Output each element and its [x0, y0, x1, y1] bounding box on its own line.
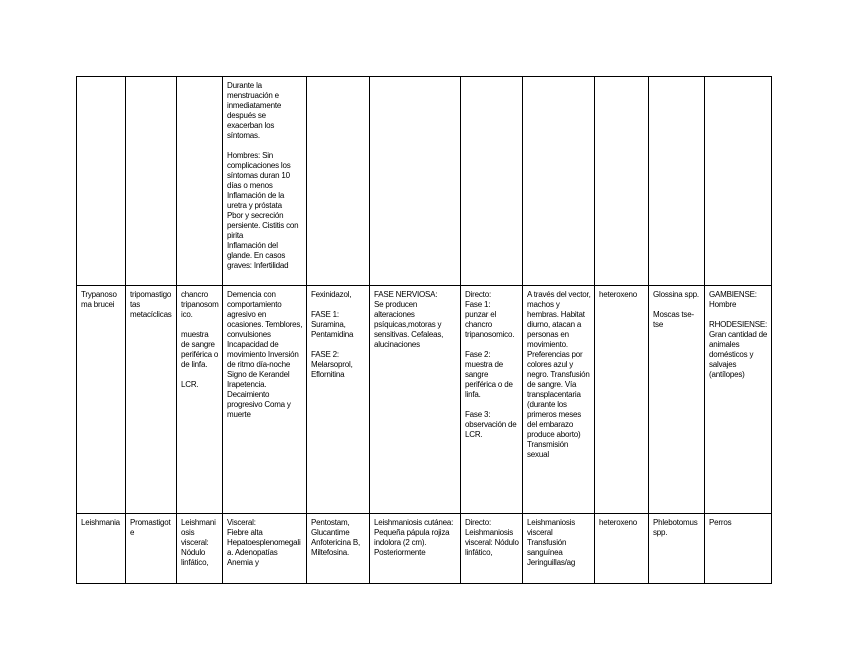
table-cell [523, 77, 595, 286]
table-cell: Durante la menstruación e inmediatamente después se exacerban los síntomas. Hombres: Sin complicaciones los síntomas duran 10 días o menos Inflamación de la uretra y próstata Pbor y secreción persiente. Cistitis con pirita Inflamación del glande. En casos graves: Infertilidad [223, 77, 307, 286]
table-cell: heteroxeno [595, 514, 649, 584]
table-cell: tripomastigotas metacíclicas [126, 286, 177, 514]
table-cell: Promastigote [126, 514, 177, 584]
table-cell [705, 77, 772, 286]
table-cell [461, 77, 523, 286]
table-cell [307, 77, 370, 286]
table-cell: A través del vector, machos y hembras. Habitat diurno, atacan a personas en movimiento. Preferencias por colores azul y negro. Transfusión de sangre. Vía transplacentaria (durante los primeros meses del embarazo produce aborto) Transmisión sexual [523, 286, 595, 514]
parasite-table [76, 76, 772, 584]
table-cell: Directo: Fase 1: punzar el chancro tripanosomico. Fase 2: muestra de sangre periférica o de linfa. Fase 3: observación de LCR. [461, 286, 523, 514]
table-row [77, 514, 772, 584]
table-cell: Fexinidazol, FASE 1: Suramina, Pentamidina FASE 2: Melarsoprol, Eflornitina [307, 286, 370, 514]
table-cell [649, 77, 705, 286]
table-cell: heteroxeno [595, 286, 649, 514]
table-cell [77, 77, 126, 286]
table-cell: Leishmaniosis cutánea: Pequeña pápula rojiza indolora (2 cm). Posteriormente [370, 514, 461, 584]
table-row [77, 286, 772, 514]
table-cell: Glossina spp. Moscas tse-tse [649, 286, 705, 514]
table-cell: Phlebotomus spp. [649, 514, 705, 584]
table-cell: Leishmaniosis visceral: Nódulo linfático, [177, 514, 223, 584]
table-cell: chancro tripanosomico. muestra de sangre periférica o de linfa. LCR. [177, 286, 223, 514]
table-cell [177, 77, 223, 286]
table-cell: Trypanosoma brucei [77, 286, 126, 514]
table-cell: Leishmaniosis visceral Transfusión sanguínea Jeringuillas/ag [523, 514, 595, 584]
table-cell: Visceral: Fiebre alta Hepatoesplenomegalia. Adenopatías Anemia y [223, 514, 307, 584]
table-cell [370, 77, 461, 286]
table-cell: FASE NERVIOSA: Se producen alteraciones psíquicas,motoras y sensitivas. Cefaleas, alucinaciones [370, 286, 461, 514]
table-cell: Perros [705, 514, 772, 584]
table-cell: Directo: Leishmaniosis visceral: Nódulo linfático, [461, 514, 523, 584]
table-row [77, 77, 772, 286]
table-cell: Leishmania [77, 514, 126, 584]
table-cell: Pentostam, Glucantime Anfotericina B, Miltefosina. [307, 514, 370, 584]
table-cell [595, 77, 649, 286]
table-cell: GAMBIENSE: Hombre RHODESIENSE: Gran cantidad de animales domésticos y salvajes (antílopes) [705, 286, 772, 514]
table-cell [126, 77, 177, 286]
table-cell: Demencia con comportamiento agresivo en ocasiones. Temblores, convulsiones Incapacidad de movimiento Inversión de ritmo día-noche Signo de Kerandel Irapetencia. Decaimiento progresivo Coma y muerte [223, 286, 307, 514]
